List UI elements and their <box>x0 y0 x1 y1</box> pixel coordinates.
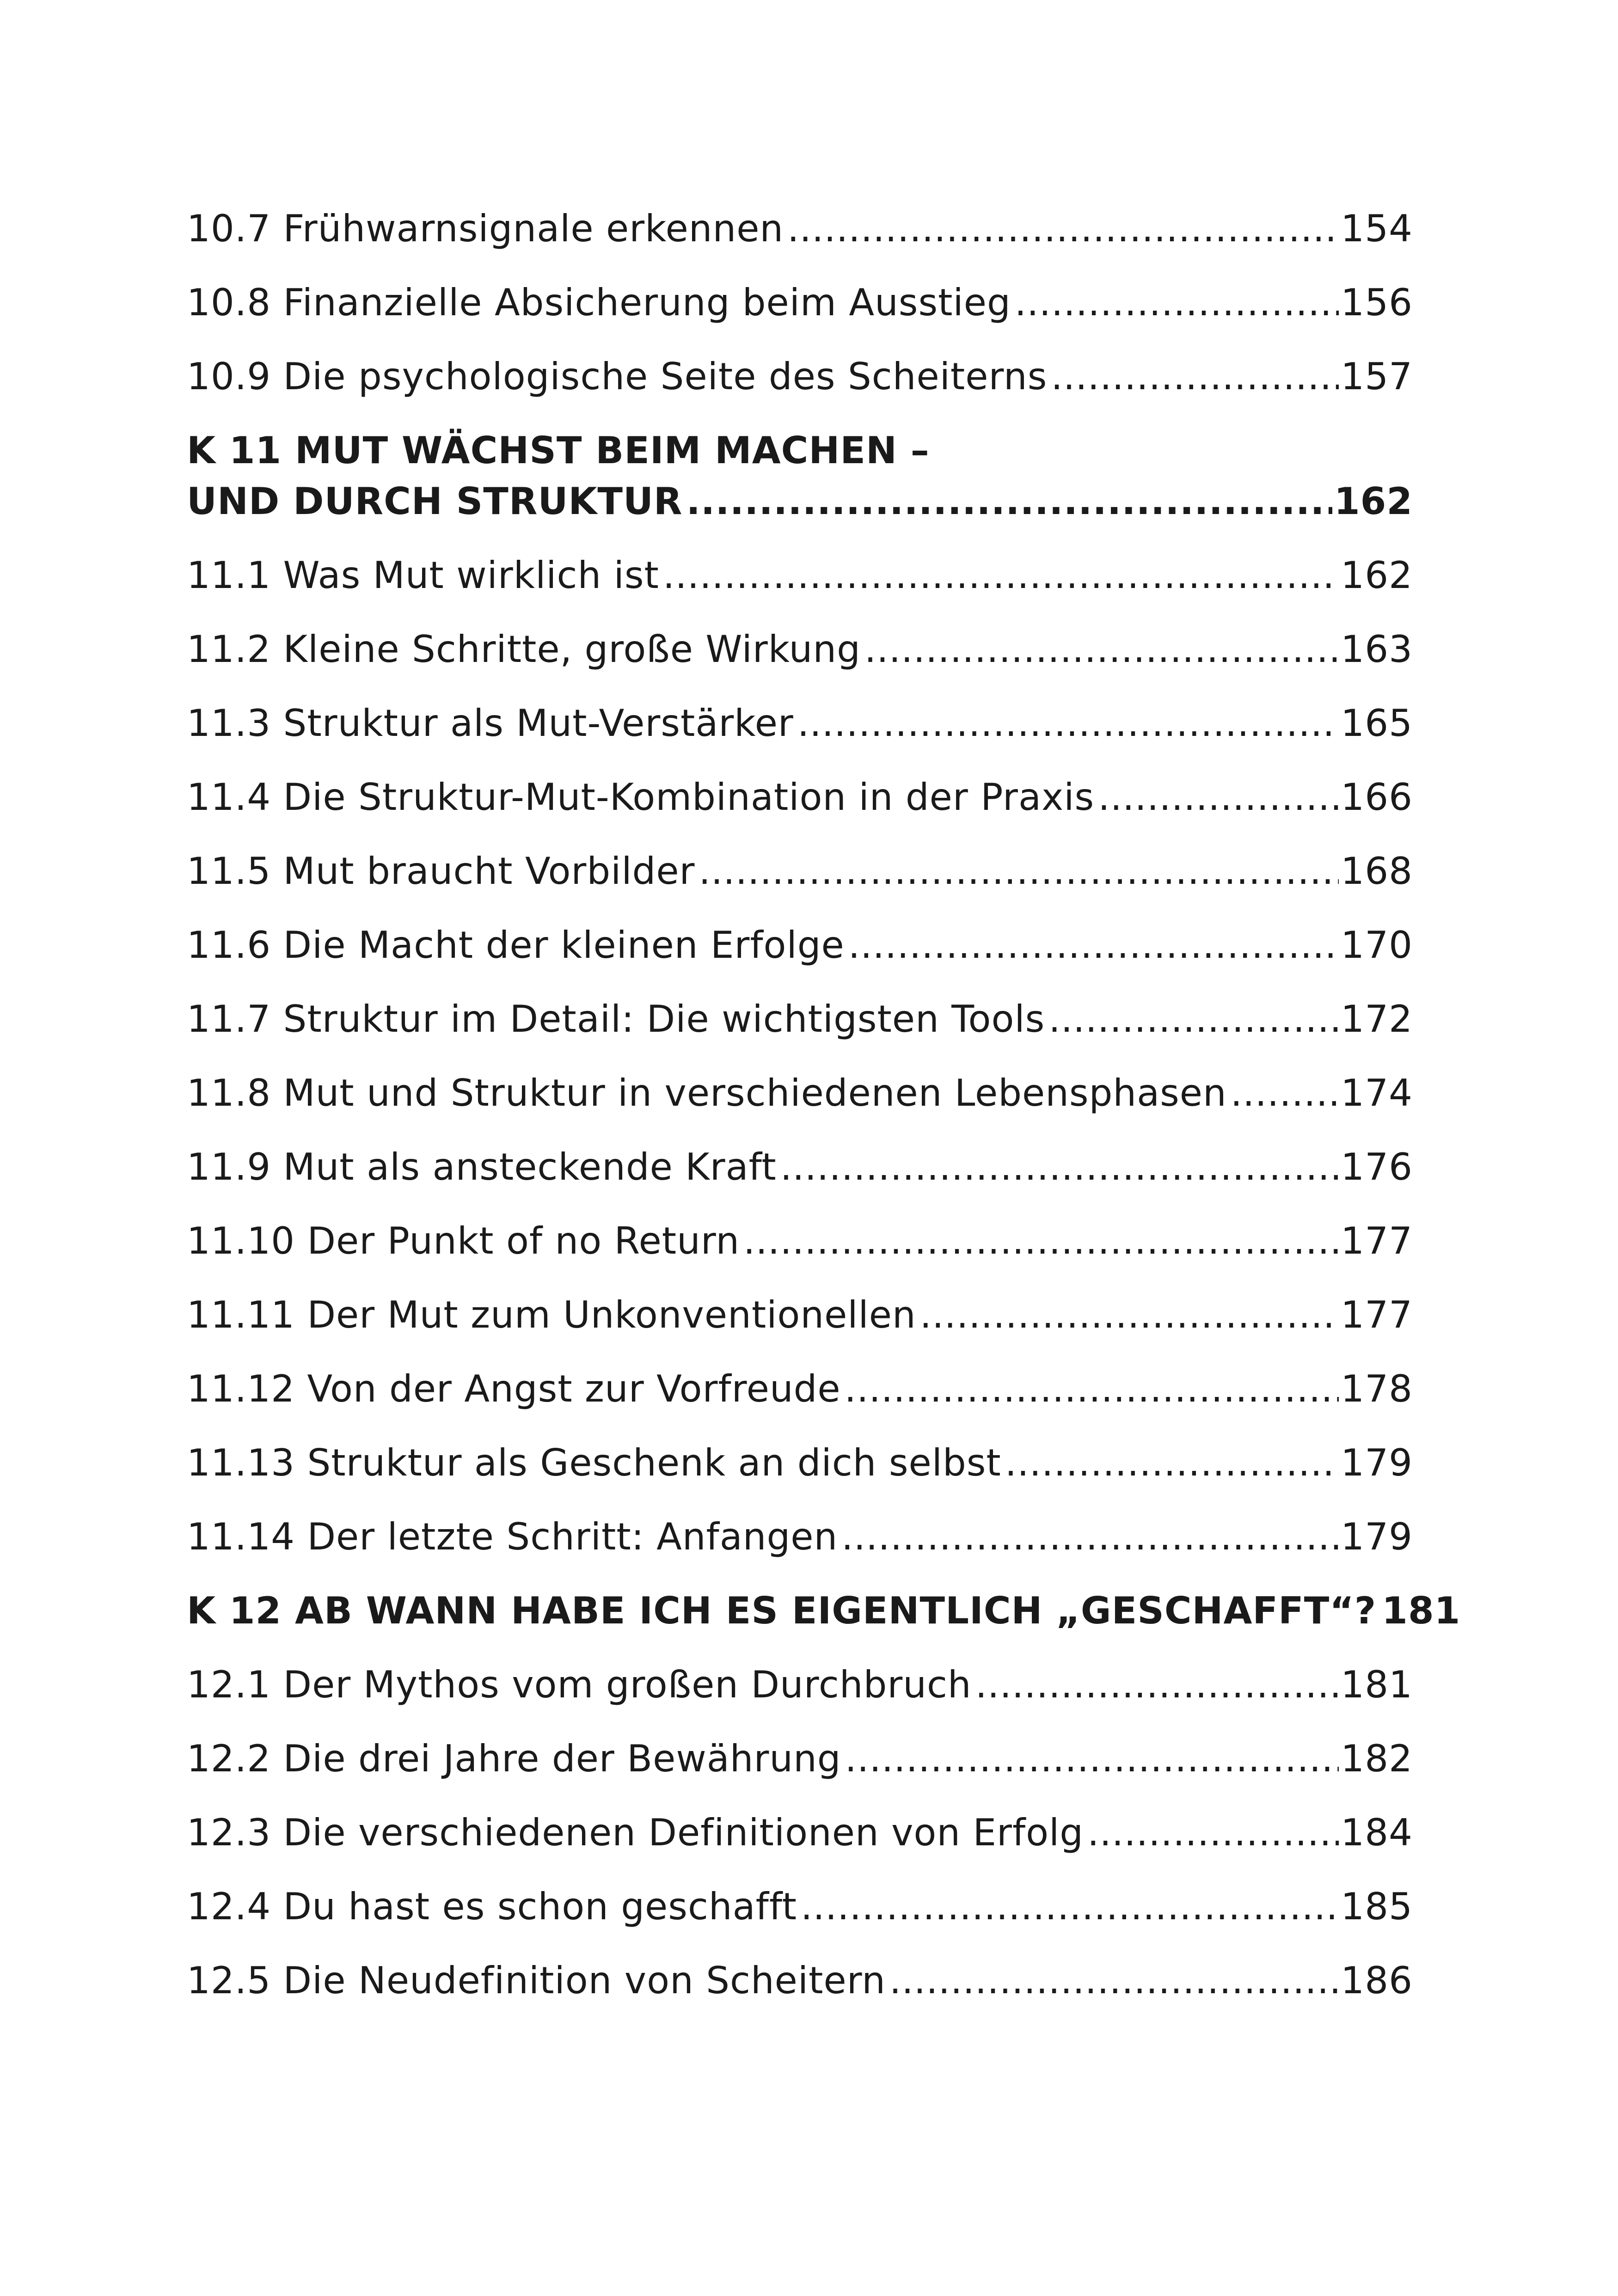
toc-entry-page: 168 <box>1341 850 1413 893</box>
toc-entry[interactable] <box>187 1216 1413 1267</box>
toc-dot-leader <box>699 846 1339 897</box>
toc-entry-title: 11.7 Struktur im Detail: Die wichtigsten Tools <box>187 998 1045 1041</box>
toc-entry-title: 11.8 Mut und Struktur in verschiedenen Lebensphasen <box>187 1071 1227 1114</box>
toc-entry-title: 11.14 Der letzte Schritt: Anfangen <box>187 1515 838 1558</box>
chapter-11-title-line1: K 11 MUT WÄCHST BEIM MACHEN – <box>187 429 930 472</box>
toc-entry-title: 11.5 Mut braucht Vorbilder <box>187 850 695 893</box>
toc-entry[interactable] <box>187 1881 1413 1932</box>
toc-entry-page: 166 <box>1341 776 1413 819</box>
toc-dot-leader <box>686 476 1332 527</box>
toc-entry-page: 179 <box>1341 1441 1413 1484</box>
toc-entry[interactable] <box>187 846 1413 897</box>
toc-chapter-12[interactable] <box>187 1586 1461 1636</box>
toc-dot-leader <box>1015 277 1339 328</box>
toc-entry-title: 12.2 Die drei Jahre der Bewährung <box>187 1737 841 1780</box>
toc-entry-title: 11.11 Der Mut zum Unkonventionellen <box>187 1293 916 1336</box>
toc-entry-page: 157 <box>1341 355 1413 398</box>
toc-entry-page: 185 <box>1341 1885 1413 1928</box>
toc-entry[interactable] <box>187 1733 1413 1784</box>
chapter-12-page: 181 <box>1382 1589 1461 1632</box>
toc-dot-leader <box>975 1659 1339 1710</box>
toc-entry[interactable] <box>187 203 1413 254</box>
toc-dot-leader <box>864 624 1339 675</box>
toc-entry-title: 12.5 Die Neudefinition von Scheitern <box>187 1959 886 2002</box>
toc-entry-page: 154 <box>1341 207 1413 250</box>
toc-dot-leader <box>1087 1807 1339 1858</box>
toc-entry-title: 11.12 Von der Angst zur Vorfreude <box>187 1367 841 1410</box>
toc-dot-leader <box>787 203 1339 254</box>
toc-entry-page: 184 <box>1341 1811 1413 1854</box>
toc-entry-page: 176 <box>1341 1145 1413 1188</box>
toc-chapter-11[interactable] <box>187 425 1413 527</box>
toc-entry-page: 156 <box>1341 281 1413 324</box>
toc-dot-leader <box>780 1142 1339 1193</box>
toc-entry[interactable] <box>187 1807 1413 1858</box>
toc-entry[interactable] <box>187 1364 1413 1414</box>
toc-entry-title: 11.2 Kleine Schritte, große Wirkung <box>187 628 861 671</box>
chapter-11-page: 162 <box>1334 480 1413 523</box>
toc-entry[interactable] <box>187 1068 1413 1119</box>
toc-entry-page: 172 <box>1341 998 1413 1041</box>
toc-entry[interactable] <box>187 698 1413 749</box>
toc-entry-page: 182 <box>1341 1737 1413 1780</box>
toc-dot-leader <box>845 1364 1339 1414</box>
toc-entry[interactable] <box>187 920 1413 971</box>
toc-entry-title: 12.1 Der Mythos vom großen Durchbruch <box>187 1663 972 1706</box>
toc-dot-leader <box>889 1955 1339 2006</box>
toc-entry-title: 11.3 Struktur als Mut-Verstärker <box>187 702 794 745</box>
toc-entry-page: 186 <box>1341 1959 1413 2002</box>
toc-entry-page: 163 <box>1341 628 1413 671</box>
toc-entry-page: 170 <box>1341 924 1413 967</box>
toc-entry[interactable] <box>187 1438 1413 1488</box>
toc-entry[interactable] <box>187 1290 1413 1341</box>
toc-dot-leader <box>1098 772 1339 823</box>
toc-entry[interactable] <box>187 550 1413 601</box>
toc-entry[interactable] <box>187 1512 1413 1562</box>
toc-dot-leader <box>663 550 1339 601</box>
toc-entry-title: 12.4 Du hast es schon geschafft <box>187 1885 797 1928</box>
toc-entry-page: 178 <box>1341 1367 1413 1410</box>
toc-entry-page: 179 <box>1341 1515 1413 1558</box>
toc-entry-page: 165 <box>1341 702 1413 745</box>
toc-entry-title: 10.7 Frühwarnsignale erkennen <box>187 207 784 250</box>
toc-entry-page: 174 <box>1341 1071 1413 1114</box>
toc-entry[interactable] <box>187 624 1413 675</box>
toc-entry-title: 12.3 Die verschiedenen Definitionen von Erfolg <box>187 1811 1084 1854</box>
toc-entry[interactable] <box>187 994 1413 1045</box>
toc-entry-title: 11.13 Struktur als Geschenk an dich selbst <box>187 1441 1001 1484</box>
toc-dot-leader <box>1051 351 1339 402</box>
toc-dot-leader <box>845 1733 1339 1784</box>
toc-dot-leader <box>920 1290 1339 1341</box>
toc-entry-title: 11.4 Die Struktur-Mut-Kombination in der Praxis <box>187 776 1095 819</box>
toc-entry-title: 11.9 Mut als ansteckende Kraft <box>187 1145 777 1188</box>
toc-dot-leader <box>1048 994 1339 1045</box>
toc-dot-leader <box>743 1216 1339 1267</box>
toc-dot-leader <box>1231 1068 1339 1119</box>
chapter-11-title-line2: UND DURCH STRUKTUR <box>187 480 683 523</box>
toc-dot-leader <box>797 698 1339 749</box>
toc-dot-leader <box>848 920 1339 971</box>
toc-entry[interactable] <box>187 1142 1413 1193</box>
chapter-11-title-line2-row <box>187 476 1413 527</box>
table-of-contents <box>187 203 1461 2029</box>
toc-entry-page: 162 <box>1341 554 1413 597</box>
toc-entry[interactable] <box>187 277 1413 328</box>
toc-entry-title: 11.10 Der Punkt of no Return <box>187 1219 740 1262</box>
toc-entry-title: 11.1 Was Mut wirklich ist <box>187 554 659 597</box>
toc-entry-page: 177 <box>1341 1293 1413 1336</box>
toc-entry-title: 10.9 Die psychologische Seite des Scheiterns <box>187 355 1048 398</box>
toc-dot-leader <box>1005 1438 1339 1488</box>
toc-entry-title: 11.6 Die Macht der kleinen Erfolge <box>187 924 845 967</box>
chapter-12-title: K 12 AB WANN HABE ICH ES EIGENTLICH „GESCHAFFT“? <box>187 1589 1377 1632</box>
toc-entry[interactable] <box>187 351 1413 402</box>
toc-entry[interactable] <box>187 1659 1413 1710</box>
toc-entry[interactable] <box>187 1955 1413 2006</box>
toc-entry-page: 181 <box>1341 1663 1413 1706</box>
toc-dot-leader <box>801 1881 1339 1932</box>
toc-entry[interactable] <box>187 772 1413 823</box>
toc-entry-title: 10.8 Finanzielle Absicherung beim Ausstieg <box>187 281 1011 324</box>
toc-dot-leader <box>841 1512 1339 1562</box>
toc-entry-page: 177 <box>1341 1219 1413 1262</box>
